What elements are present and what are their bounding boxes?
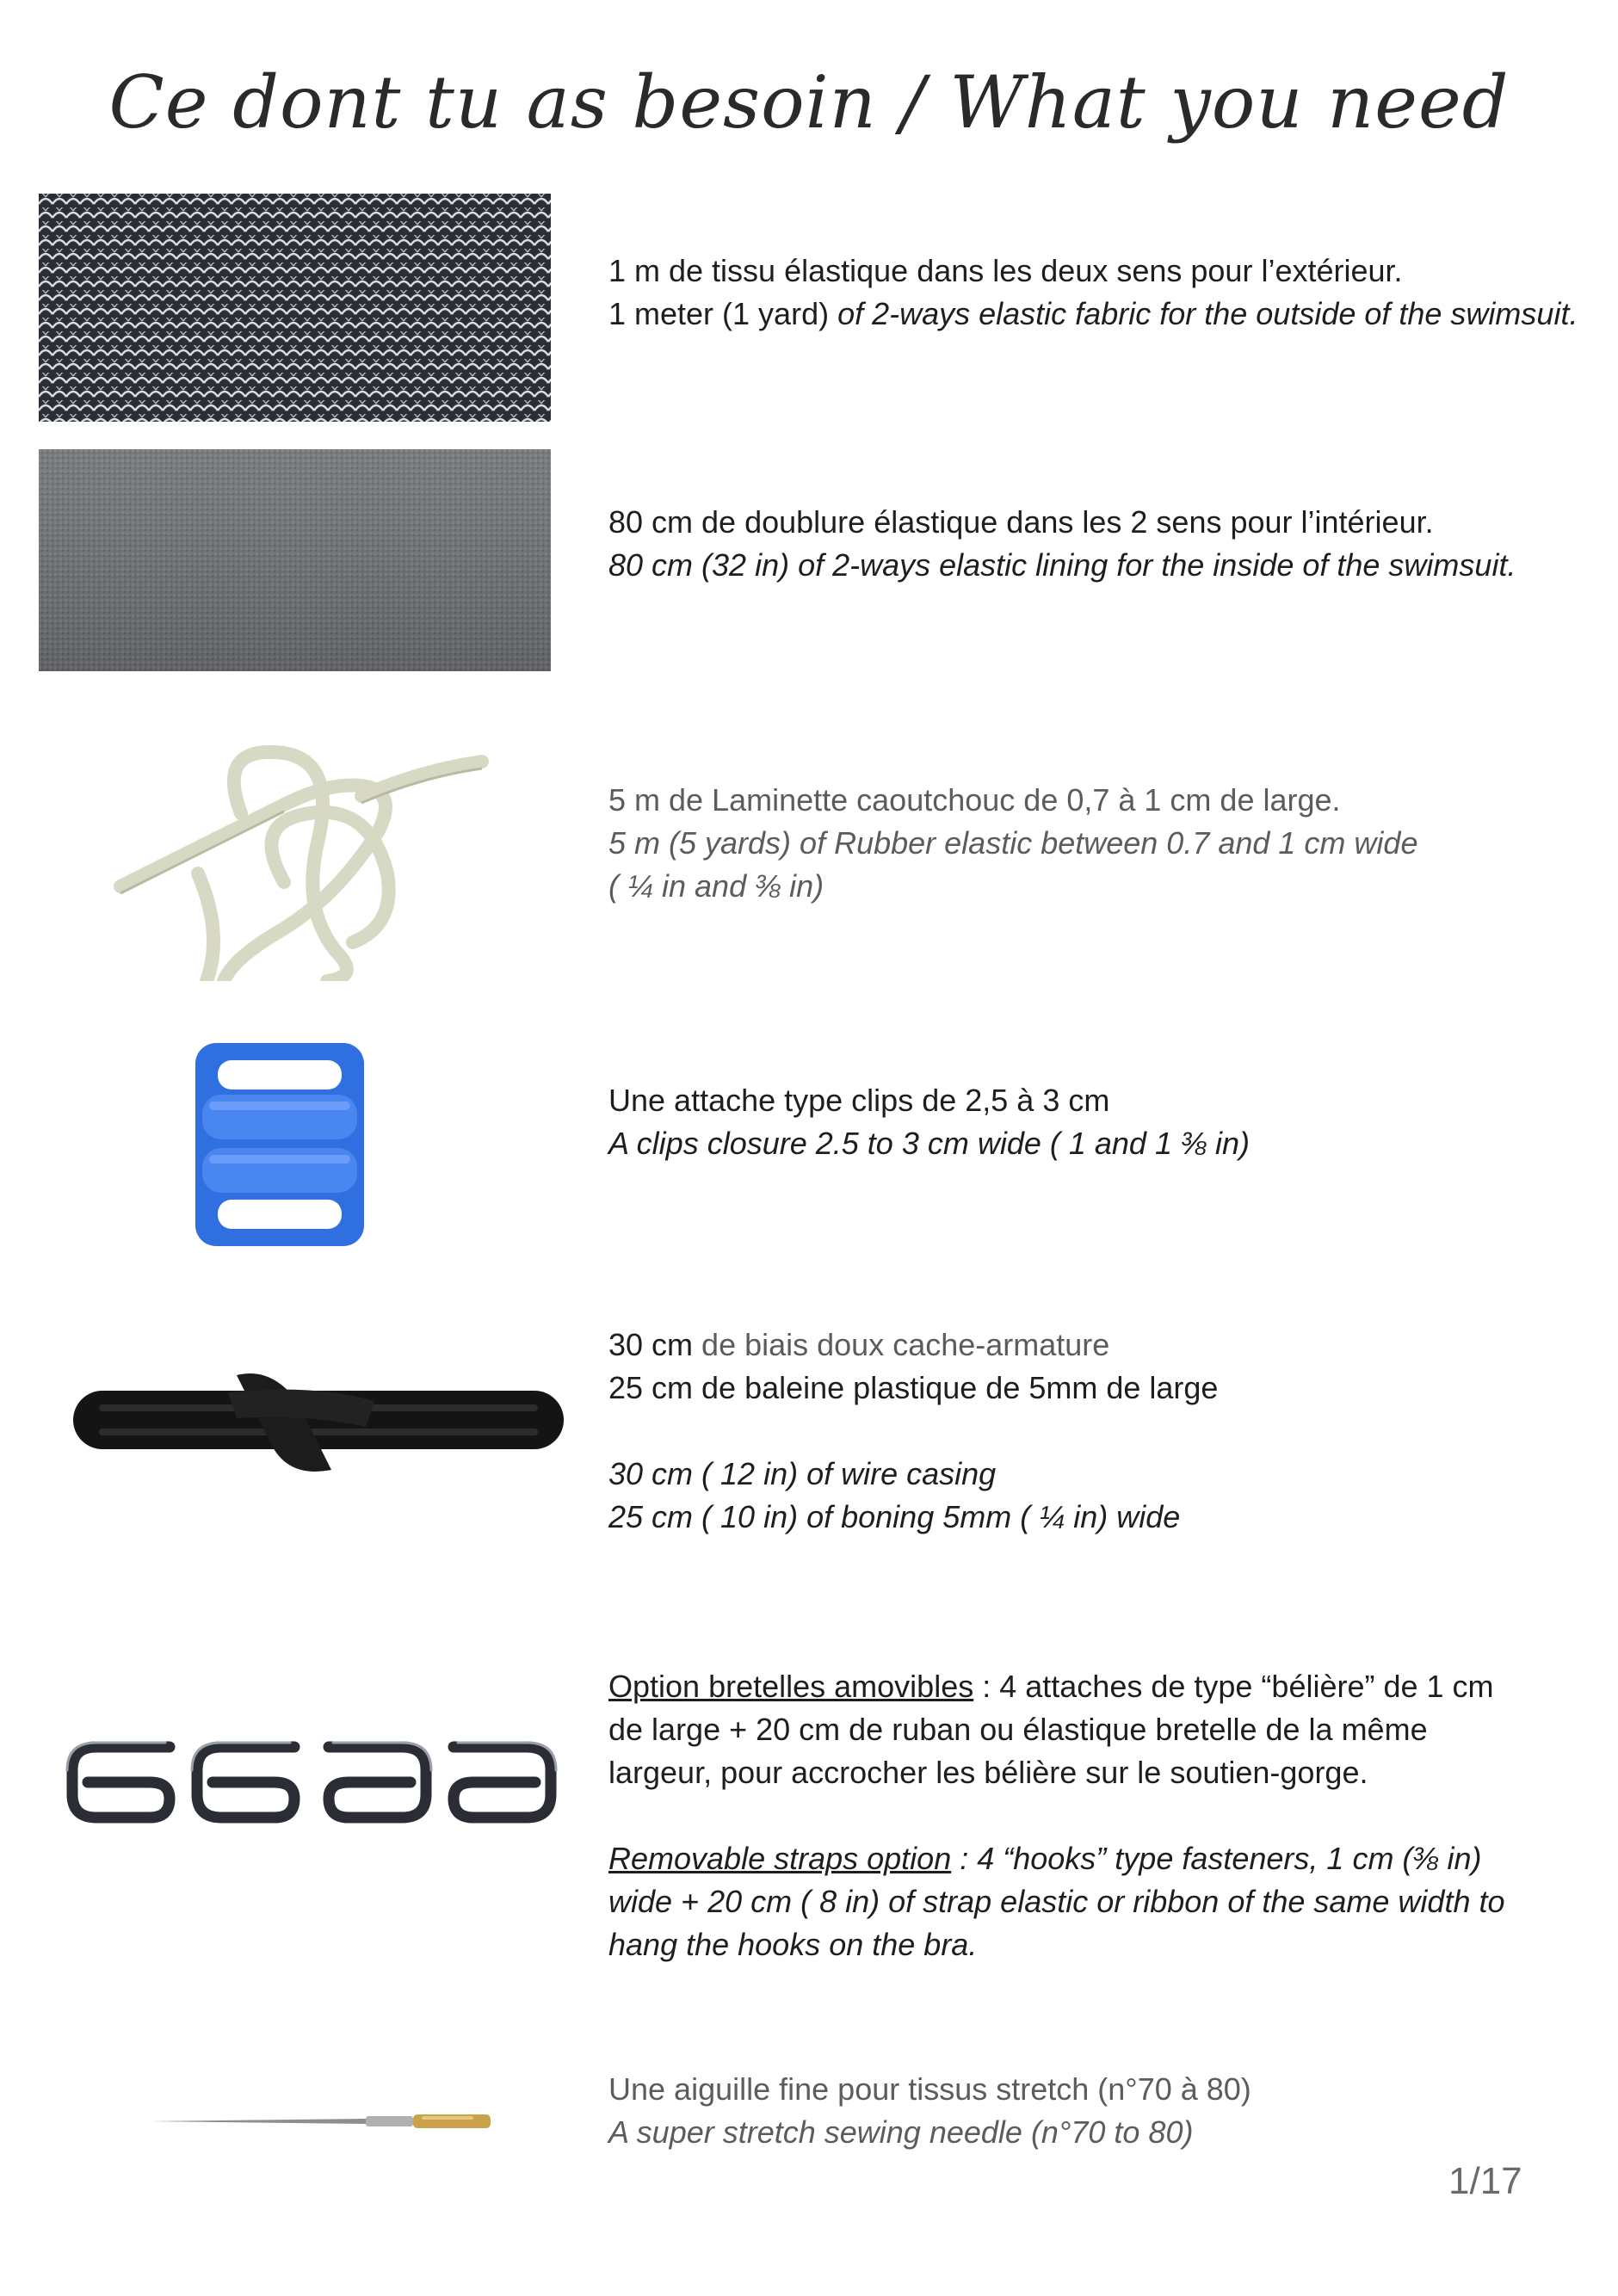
strap-hooks-image [62, 1734, 571, 1829]
item-text-fr: 30 cm de biais doux cache-armature [608, 1327, 1110, 1362]
wire-casing-image [73, 1367, 564, 1478]
item-text-en: A clips closure 2.5 to 3 cm wide ( 1 and 1 ⅜ in) [608, 1126, 1251, 1161]
item-text-fr: Une aiguille fine pour tissus stretch (n°70 à 80) [608, 2071, 1251, 2107]
item-text-en: 80 cm (32 in) of 2-ways elastic lining for the inside of the swimsuit. [608, 547, 1516, 583]
page-number: 1/17 [1448, 2160, 1522, 2202]
item-text-fr: 5 m de Laminette caoutchouc de 0,7 à 1 cm de large. [608, 782, 1341, 818]
item-text-en: Removable straps option : 4 “hooks” type fasteners, 1 cm (⅜ in) wide + 20 cm ( 8 in) of strap elastic or ribbon of the same width to hang the hooks on the bra. [608, 1841, 1505, 1962]
item-text-en-fraction: ( ¼ in and ⅜ in) [608, 868, 824, 904]
rubber-elastic-image [112, 736, 516, 981]
item-text-en: A super stretch sewing needle (n°70 to 80) [608, 2114, 1194, 2150]
page-title: Ce dont tu as besoin / What you need [108, 60, 1510, 145]
item-text-en: 30 cm ( 12 in) of wire casing [608, 1456, 997, 1491]
item-text-en: 5 m (5 yards) of Rubber elastic between 0.7 and 1 cm wide [608, 825, 1418, 861]
item-text-fr: Une attache type clips de 2,5 à 3 cm [608, 1083, 1110, 1118]
item-text-en: 1 meter (1 yard) of 2-ways elastic fabric for the outside of the swimsuit. [608, 296, 1578, 331]
item-text-en-2: 25 cm ( 10 in) of boning 5mm ( ¼ in) wide [608, 1499, 1181, 1534]
item-text-fr-2: 25 cm de baleine plastique de 5mm de large [608, 1370, 1219, 1405]
item-text-fr: Option bretelles amovibles : 4 attaches de type “bélière” de 1 cm de large + 20 cm de ruban ou élastique bretelle de la même largeur, pour accrocher les bélière sur le soutien-gorge. [608, 1669, 1494, 1790]
fabric-swatch-image [39, 194, 551, 422]
item-text-fr: 1 m de tissu élastique dans les deux sens pour l’extérieur. [608, 253, 1403, 288]
lining-swatch-image [39, 449, 551, 671]
sewing-needle-image [151, 2108, 495, 2134]
item-text-fr: 80 cm de doublure élastique dans les 2 sens pour l’intérieur. [608, 504, 1434, 540]
clip-closure-image [194, 1041, 366, 1248]
